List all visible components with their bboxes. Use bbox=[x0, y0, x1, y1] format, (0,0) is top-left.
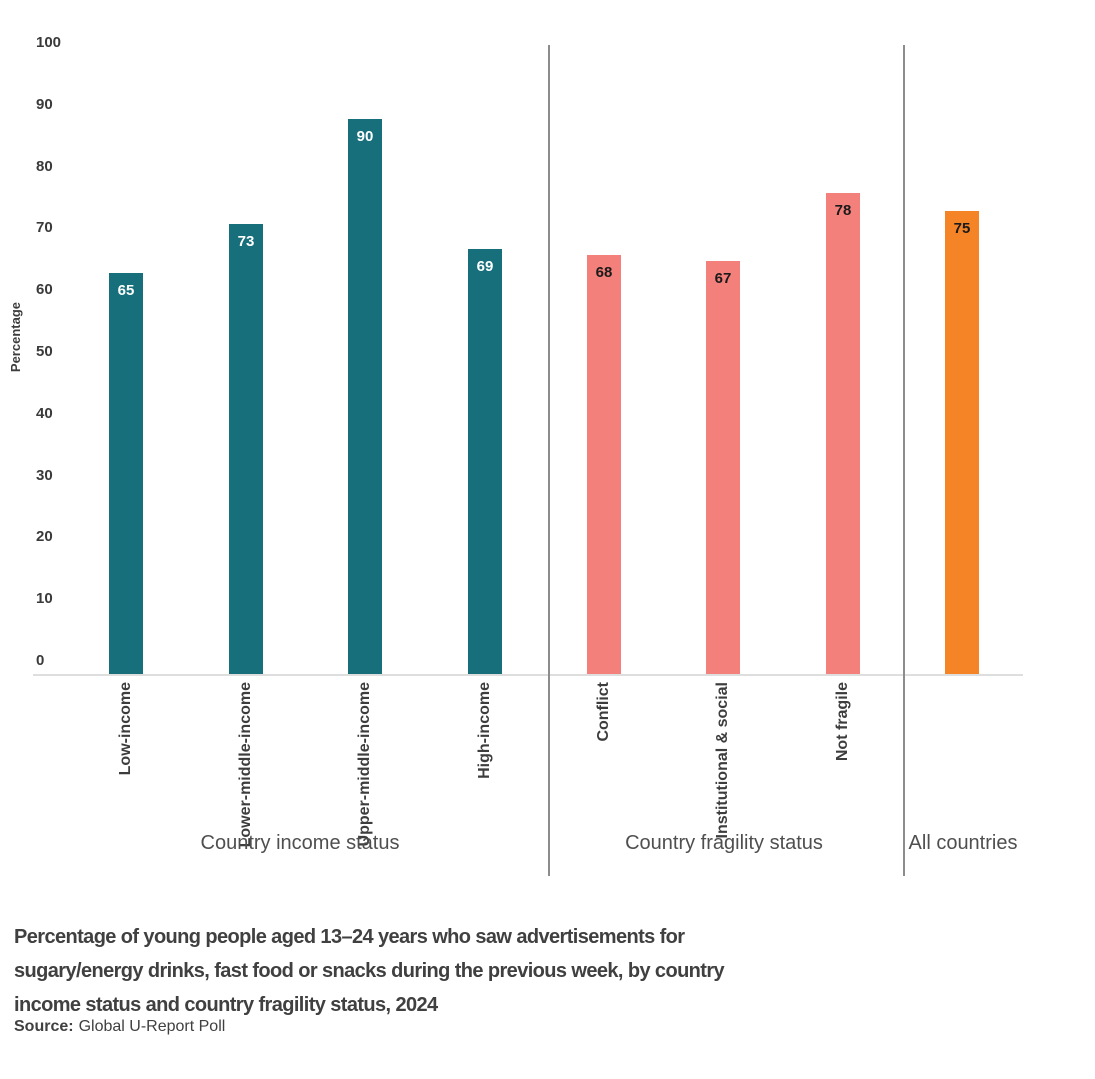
category-label-high-income: High-income bbox=[476, 682, 493, 779]
bar-value-label: 65 bbox=[117, 282, 135, 299]
bar-low-income bbox=[109, 273, 143, 675]
y-tick-label-0: 0 bbox=[36, 652, 45, 669]
bar-value-label: 73 bbox=[237, 233, 255, 250]
category-label-lower-middle-income: Lower-middle-income bbox=[237, 682, 254, 848]
chart-title-line-1: Percentage of young people aged 13–24 years who saw advertisements for bbox=[14, 926, 685, 948]
y-tick-label-50: 50 bbox=[36, 343, 53, 360]
bar-value-label: 68 bbox=[595, 264, 613, 281]
group-label-country-income-status: Country income status bbox=[200, 832, 400, 854]
bar-upper-middle-income bbox=[348, 119, 382, 675]
category-label-not-fragile: Not fragile bbox=[834, 682, 851, 762]
bar-high-income bbox=[468, 249, 502, 675]
group-separator bbox=[903, 45, 905, 876]
y-tick-label-30: 30 bbox=[36, 466, 53, 484]
source-label: Source: bbox=[14, 1018, 74, 1035]
category-label-low-income: Low-income bbox=[117, 682, 134, 776]
y-tick-label-10: 10 bbox=[36, 590, 53, 608]
y-tick-label-40: 40 bbox=[36, 404, 53, 422]
category-label-institutional-social: Institutional & social bbox=[714, 682, 731, 839]
category-label-conflict: Conflict bbox=[595, 682, 612, 742]
y-tick-label-80: 80 bbox=[36, 157, 53, 175]
chart-title bbox=[14, 920, 834, 1022]
chart-title-line-2: sugary/energy drinks, fast food or snacks during the previous week, by country bbox=[14, 960, 725, 982]
y-tick-label-70: 70 bbox=[36, 219, 53, 237]
bar-not-fragile bbox=[826, 193, 860, 675]
y-tick-label-100: 100 bbox=[36, 34, 62, 51]
bar-institutional-social bbox=[706, 261, 740, 675]
bar-all-countries bbox=[945, 211, 979, 675]
y-tick-label-60: 60 bbox=[36, 281, 53, 299]
bar-value-label: 67 bbox=[714, 270, 732, 287]
bar-value-label: 75 bbox=[953, 220, 971, 237]
y-tick-label-20: 20 bbox=[36, 528, 53, 546]
bar-value-label: 69 bbox=[476, 258, 494, 275]
category-label-upper-middle-income: Upper-middle-income bbox=[356, 682, 373, 847]
source-text: Global U-Report Poll bbox=[78, 1018, 226, 1035]
group-label-all-countries: All countries bbox=[908, 832, 1018, 854]
y-tick-label-90: 90 bbox=[36, 95, 53, 113]
x-axis-line bbox=[33, 674, 1023, 676]
chart-title-line-3: income status and country fragility status, 2024 bbox=[14, 994, 438, 1016]
bar-conflict bbox=[587, 255, 621, 675]
group-label-country-fragility-status: Country fragility status bbox=[625, 832, 823, 854]
y-axis-label: Percentage bbox=[8, 302, 23, 373]
bar-lower-middle-income bbox=[229, 224, 263, 675]
bar-value-label: 90 bbox=[356, 128, 374, 145]
chart-source bbox=[14, 1016, 225, 1038]
group-separator bbox=[548, 45, 550, 876]
bar-value-label: 78 bbox=[834, 202, 852, 219]
